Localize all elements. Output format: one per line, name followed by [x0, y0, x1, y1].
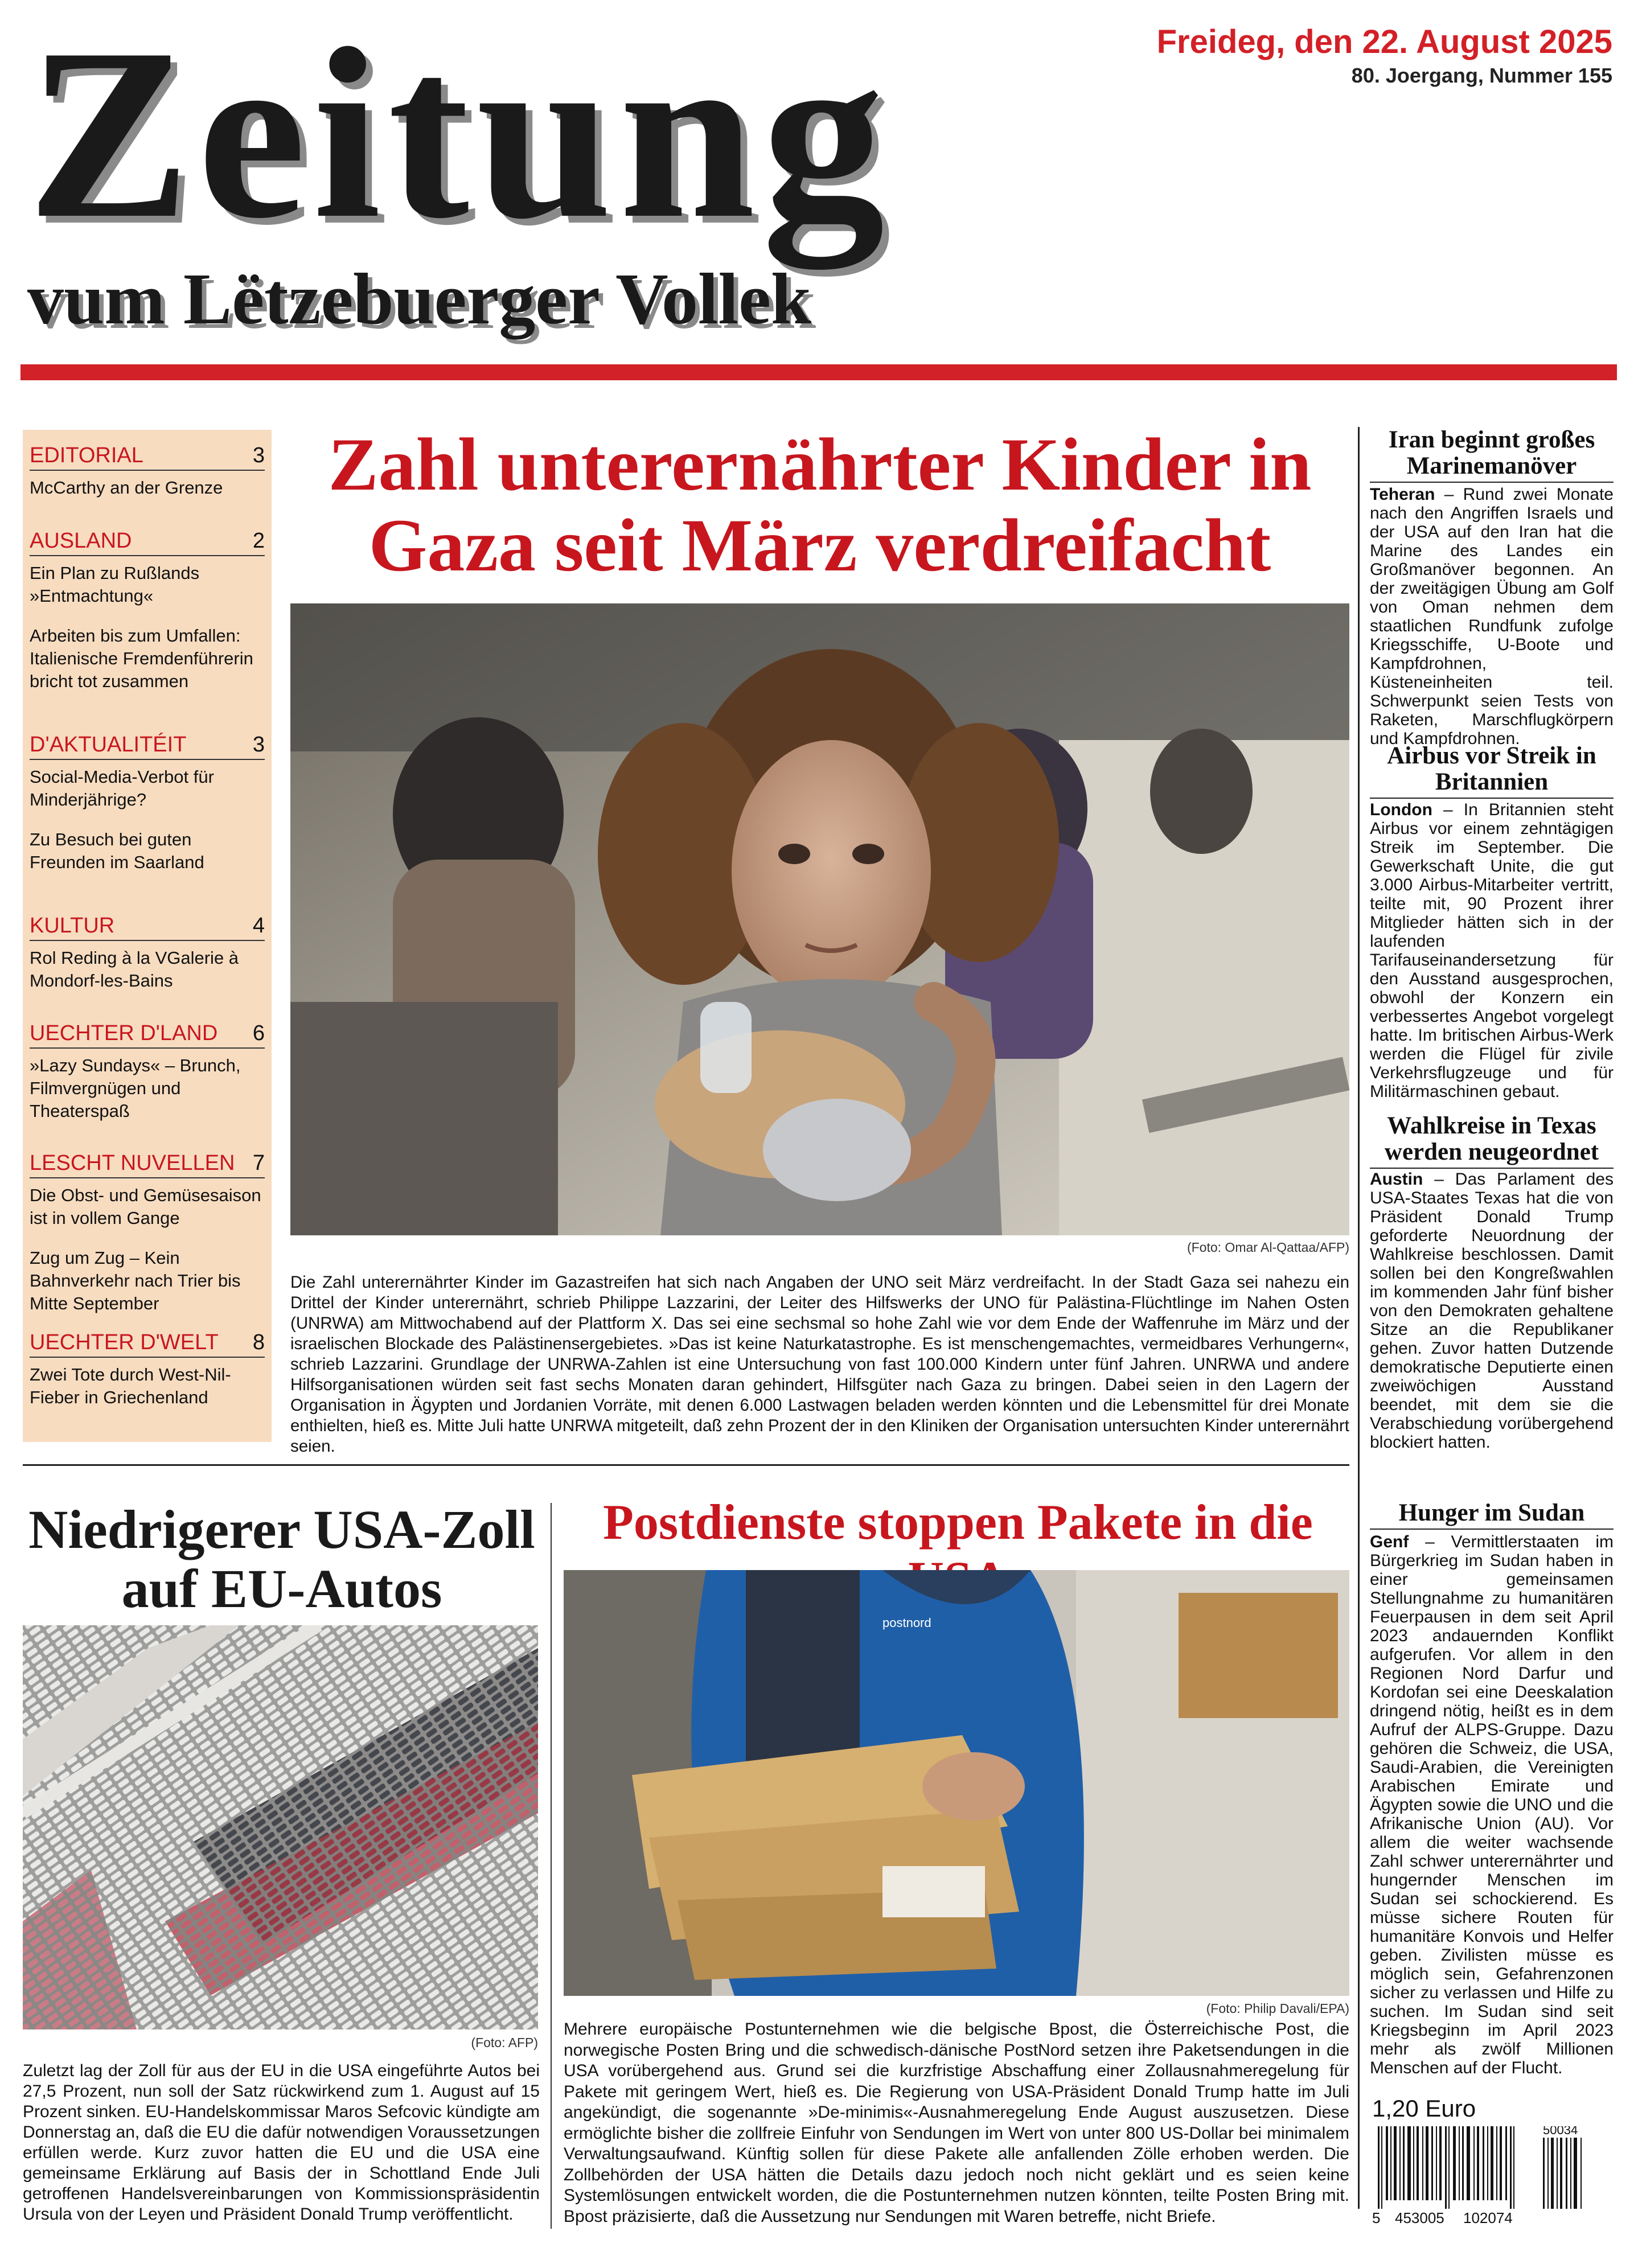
parked-cars-aerial-photo — [23, 1625, 538, 2029]
lead-body: Die Zahl unterernährter Kinder im Gazastreifen hat sich nach Angaben der UNO seit März verdreifacht. In der Stadt Gaza sei nahezu ein Drittel der Kinder unterernährt, schrieb Philippe Lazzarini, der Leiter des Hilfswerks der UNO für Palästina-Flüchtlinge im Nahen Osten (UNRWA) am Mittwochabend auf der Plattform X. Das sei eine sechsmal so hohe Zahl wie vor dem Ende der Waffenruhe im März und der israelischen Blockade des Palästinensergebietes. »Das ist keine Naturkatastrophe. Es ist menschengemachtes, vermeidbares Verhungern«, schrieb Lazzarini. Grundlage der UNRWA-Zahlen ist eine Untersuchung von fast 100.000 Kindern unter fünf Jahren. UNRWA und andere Hilfsorganisationen würden seit fast sechs Monaten daran gehindert, Hilfsgüter nach Gaza zu bringen. Dabei seien in den Lagern der Organisation in Ägypten und Jordanien Vorräte, mit denen 6.000 Lastwagen beladen werden könnten und die Lebensmittel für drei Monate enthielten, hieß es. Mitte Juli hatte UNRWA mitgeteilt, daß zehn Prozent der in den Kliniken der Organisation untersuchten Kinder unterernährt seien. — [290, 1273, 1349, 1456]
brief-text: – Das Parlament des USA-Staates Texas hat die von Präsident Donald Trump geforderte Neuordnung der Wahlkreise beschlossen. Damit sollen bei den Kongreßwahlen im kommenden Jahr fünf bisher von den Demokraten gehaltene Sitze an die Republikaner gehen. Zuvor hatten Dutzende demokratische Deputierte einen zweiwöchigen Ausstand beendet, mit dem sie die Verabschiedung vorübergehend blockiert hatten. — [1370, 1170, 1614, 1452]
toc-item[interactable]: Zug um Zug – Kein Bahnverkehr nach Trier bis Mitte September — [30, 1248, 241, 1313]
masthead-rule — [20, 364, 1617, 380]
toc-section-name[interactable]: UECHTER D'LAND — [30, 1021, 218, 1045]
toc-section-name[interactable]: D'AKTUALITÉIT — [30, 733, 187, 757]
toc-item[interactable]: Social-Media-Verbot für Minderjährige? — [30, 767, 214, 810]
brief-body — [1370, 485, 1614, 748]
brief-text: – In Britannien steht Airbus vor einem zehntägigen Streik im September. Die Gewerkschaft Unite, die gut 3.000 Airbus-Mitarbeiter vertritt, teilte mit, 90 Prozent ihrer Mitglieder hätten sich in der laufenden Tarifauseinandersetzung für den Ausstand ausgesprochen, obwohl der Konzern ein verbessertes Angebot vorgelegt hatte. Im britischen Airbus-Werk werden die Flügel für zivile Verkehrsflugzeuge und für Militärmaschinen gebaut. — [1370, 800, 1614, 1101]
toc-item[interactable]: Die Obst- und Gemüsesaison ist in vollem Gange — [30, 1185, 261, 1228]
news-briefs-column — [1358, 427, 1619, 2209]
brief-headline[interactable]: Airbus vor Streik in Britannien — [1370, 743, 1614, 799]
toc-section-name[interactable]: KULTUR — [30, 914, 115, 938]
toc-section-name[interactable]: LESCHT NUVELLEN — [30, 1151, 235, 1175]
section-divider — [23, 1464, 1349, 1466]
toc-section[interactable] — [30, 1150, 265, 1315]
toc-page-number: 8 — [252, 1330, 265, 1354]
toc-item[interactable]: Rol Reding à la VGalerie à Mondorf-les-Bains — [30, 948, 239, 991]
toc-item[interactable]: Ein Plan zu Rußlands »Entmachtung« — [30, 563, 200, 606]
toc-item[interactable]: Zu Besuch bei guten Freunden im Saarland — [30, 829, 204, 872]
issue-number: 80. Joergang, Nummer 155 — [1351, 64, 1612, 87]
toc-page-number: 2 — [252, 529, 265, 553]
brief-headline[interactable]: Iran beginnt großes Marinemanöver — [1370, 427, 1614, 483]
child-photo-illustration — [290, 603, 1349, 1235]
price: 1,20 Euro — [1372, 2095, 1476, 2122]
child-photo — [290, 603, 1349, 1235]
barcode-digits-left: 5 — [1372, 2209, 1381, 2226]
table-of-contents — [23, 430, 272, 1442]
story-post-body: Mehrere europäische Postunternehmen wie die belgische Bpost, die Österreichische Post, die norwegische Posten Bring und die schwedisch-dänische PostNord setzen ihre Paketsendungen in die USA vorübergehend aus. Grund sei die kurzfristige Abschaffung einer Zollausnahmeregelung für Pakete mit geringem Wert, hieß es. Die Regierung von USA-Präsident Donald Trump hatte im Juli angekündigt, die sogenannte »De-minimis«-Ausnahmeregelung Ende August auszusetzen. Diese ermöglichte bisher die zollfreie Einfuhr von Sendungen im Wert von unter 800 US-Dollar bei minimalem Verwaltungsaufwand. Künftig sollen für diese Pakete alle anfallenden Zölle erhoben werden. Die Zollbehörden der USA hätten die Details dazu jedoch noch nicht geklärt und es seien keine Systemlösungen entwickelt worden, die die Postunternehmen nutzen könnten, teilte Posten Bring mit. Bpost präzisierte, daß die Aussetzung nur Sendungen mit Waren betreffe, nicht Briefe. — [564, 2020, 1349, 2226]
brief-dateline: London — [1370, 800, 1432, 819]
story-cars-photo-caption: (Foto: AFP) — [471, 2035, 538, 2050]
brief-text: – Vermittlerstaaten im Bürgerkrieg im Sudan haben in einer gemeinsamen Stellungnahme zu humanitären Feuerpausen in dem seit April 2023 andauernden Konflikt aufgerufen. Vor allem in den Regionen Nord Darfur und Kordofan sei eine Deeskalation dringend nötig, heißt es in dem Aufruf der ALPS-Gruppe. Dazu gehören die Schweiz, die USA, Saudi-Arabien, die Vereinigten Arabischen Emirate und Ägypten sowie die UNO und die Afrikanische Union (AU). Vor allem die weiter wachsende Zahl schwer unterernährter und hungernder Menschen im Sudan sei schockierend. Es müsse sichere Routen für humanitäre Konvois und Helfer geben. Zivilisten müsse es möglich sein, Gefahrenzonen sicher zu verlassen und Hilfe zu suchen. Im Sudan sind seit Kriegsbeginn im April 2023 mehr als zwölf Millionen Menschen auf der Flucht. — [1370, 1532, 1614, 2077]
toc-item[interactable]: Arbeiten bis zum Umfallen: Italienische Fremdenführerin bricht tot zusammen — [30, 626, 253, 691]
parked-cars-illustration — [23, 1625, 538, 2029]
postnord-logo-text: postnord — [882, 1616, 931, 1630]
toc-page-number: 7 — [252, 1151, 265, 1175]
toc-page-number: 4 — [252, 914, 265, 938]
toc-section[interactable] — [30, 913, 265, 992]
brief-headline[interactable]: Hunger im Sudan — [1370, 1500, 1614, 1530]
brief-body — [1370, 800, 1614, 1101]
toc-section[interactable] — [30, 732, 265, 874]
lead-headline[interactable]: Zahl unterernährter Kinder in Gaza seit März verdreifacht — [328, 422, 1312, 587]
toc-item[interactable]: Zwei Tote durch West-Nil-Fieber in Griechenland — [30, 1365, 231, 1407]
brief-dateline: Genf — [1370, 1532, 1409, 1551]
brief-dateline: Teheran — [1370, 485, 1435, 504]
story-post-photo-caption: (Foto: Philip Davali/EPA) — [1206, 2001, 1349, 2016]
story-cars-headline[interactable]: Niedrigerer USA-Zoll auf EU-Autos — [28, 1499, 535, 1619]
column-divider — [551, 1503, 552, 2229]
issue-date: Freideg, den 22. August 2025 — [1156, 23, 1612, 60]
toc-section-name[interactable]: EDITORIAL — [30, 443, 143, 467]
story-cars-body: Zuletzt lag der Zoll für aus der EU in die USA eingeführte Autos bei 27,5 Prozent, nun soll der Satz rückwirkend zum 1. August auf 15 Prozent sinken. EU-Handelskommissar Maros Sefcovic kündigte am Donnerstag an, daß die EU die dafür notwendigen Voraussetzungen erfüllen werde. Kurz zuvor hatten die EU und die USA eine gemeinsame Erklärung auf Basis der in Schottland Ende Juli getroffenen Handelsvereinbarungen von Kommissionspräsidentin Ursula von der Leyen und Präsident Donald Trump veröffentlicht. — [23, 2061, 540, 2224]
parcel-worker-illustration — [564, 1570, 1349, 1996]
brief-dateline: Austin — [1370, 1170, 1423, 1189]
toc-section[interactable] — [30, 442, 265, 499]
brief-headline[interactable]: Wahlkreise in Texas werden neugeordnet — [1370, 1113, 1614, 1169]
toc-item[interactable]: McCarthy an der Grenze — [30, 478, 223, 498]
toc-item[interactable]: »Lazy Sundays« – Brunch, Filmvergnügen und Theaterspaß — [30, 1055, 241, 1121]
toc-section-name[interactable]: UECHTER D'WELT — [30, 1330, 219, 1354]
masthead-title: Zeitung — [27, 0, 892, 269]
masthead-subtitle: vum Lëtzebuerger Vollek — [27, 258, 812, 339]
toc-page-number: 6 — [252, 1021, 265, 1045]
brief-text: – Rund zwei Monate nach den Angriffen Israels und der USA auf den Iran hat die Marine des Landes ein Großmanöver begonnen. An der zweitägigen Übung am Golf von Oman nehmen dem staatlichen Rundfunk zufolge Kriegsschiffe, U-Boote und Kampfdrohnen, Küsteneinheiten teil. Schwerpunkt seien Tests von Raketen, Marschflugkörpern und Kampfdrohnen. — [1370, 485, 1614, 748]
toc-section[interactable] — [30, 1020, 265, 1123]
toc-section-name[interactable]: AUSLAND — [30, 529, 132, 553]
parcel-worker-photo — [564, 1570, 1349, 1996]
lead-photo-caption: (Foto: Omar Al-Qattaa/AFP) — [1187, 1240, 1349, 1255]
brief-body — [1370, 1532, 1614, 2077]
barcode-icon — [1372, 2126, 1617, 2226]
toc-page-number: 3 — [252, 733, 265, 757]
barcode-addon: 50034 — [1543, 2126, 1578, 2137]
toc-section[interactable] — [30, 1329, 265, 1409]
toc-section[interactable] — [30, 528, 265, 693]
barcode-digits-right: 102074 — [1463, 2209, 1513, 2226]
barcode — [1372, 2126, 1617, 2226]
brief-body — [1370, 1170, 1614, 1452]
barcode-digits-mid: 453005 — [1395, 2209, 1444, 2226]
story-post-headline[interactable]: Postdienste stoppen Pakete in die — [603, 1495, 1313, 1550]
toc-page-number: 3 — [252, 443, 265, 467]
